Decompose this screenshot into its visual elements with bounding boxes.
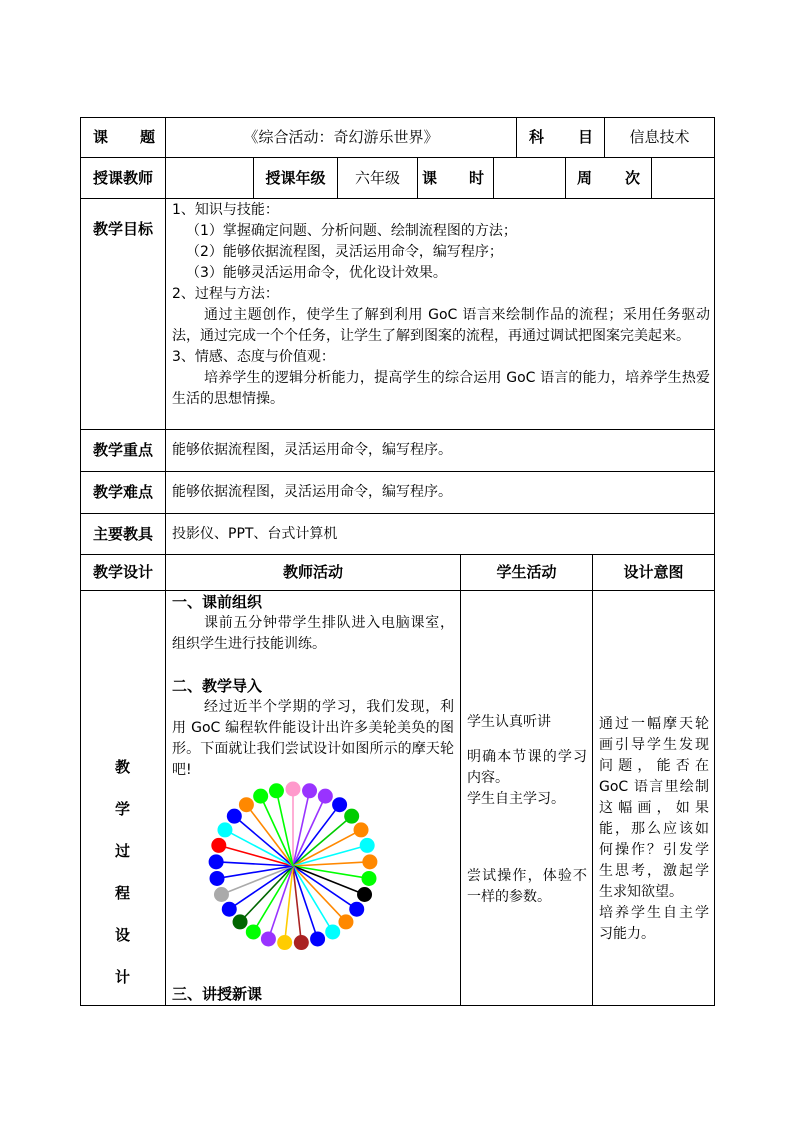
table-border-bottom bbox=[80, 1005, 715, 1006]
period-label-char: 课 bbox=[422, 168, 438, 187]
intent-line: 培养学生自主学习能力。 bbox=[599, 905, 709, 942]
ferris-cabin bbox=[277, 935, 292, 950]
ferris-cabin bbox=[210, 871, 225, 886]
objective-line: （2）能够依据流程图，灵活运用命令，编写程序； bbox=[186, 244, 503, 260]
ferris-cabin bbox=[286, 782, 301, 797]
objective-line: 1、知识与技能： bbox=[172, 202, 279, 218]
section-title: 二、教学导入 bbox=[172, 677, 263, 695]
teacher-value bbox=[166, 158, 253, 198]
ferris-cabin bbox=[344, 809, 359, 824]
section-title: 一、课前组织 bbox=[172, 593, 263, 611]
ferris-cabin bbox=[261, 931, 276, 946]
ferris-cabin bbox=[325, 924, 340, 939]
process-label-char: 程 bbox=[114, 884, 130, 902]
col-divider bbox=[592, 554, 593, 1006]
objective-line: 培养学生的逻辑分析能力，提高学生的综合运用 GoC 语言的能力，培养学生热爱生活的思想情操。 bbox=[172, 370, 710, 407]
grade-value: 六年级 bbox=[354, 168, 400, 187]
topic-label-char: 题 bbox=[139, 127, 155, 146]
process-label-char: 过 bbox=[114, 842, 130, 860]
col-divider bbox=[417, 157, 418, 199]
student-activity bbox=[467, 712, 587, 908]
ferris-cabin bbox=[222, 902, 237, 917]
week-label bbox=[577, 158, 640, 198]
process-label-char: 学 bbox=[114, 800, 130, 818]
ferris-wheel-image bbox=[200, 780, 390, 960]
subject-label bbox=[529, 117, 593, 157]
period-value bbox=[494, 158, 565, 198]
week-label-char: 次 bbox=[624, 168, 640, 187]
ferris-spoke bbox=[225, 830, 293, 866]
spacer bbox=[467, 733, 587, 747]
grade-label: 授课年级 bbox=[265, 168, 326, 187]
topic-value: 《综合活动：奇幻游乐世界》 bbox=[243, 127, 439, 146]
ferris-cabin bbox=[332, 797, 347, 812]
section-text: 经过近半个学期的学习，我们发现，利用 GoC 编程软件能设计出许多美轮美奂的图形。下面就让我们尝试设计如图所示的摩天轮吧! bbox=[172, 699, 454, 778]
section-title: 三、讲授新课 bbox=[172, 985, 263, 1003]
ferris-spoke bbox=[293, 830, 361, 866]
ferris-cabin bbox=[217, 822, 232, 837]
objective-line: （3）能够灵活运用命令，优化设计效果。 bbox=[186, 265, 447, 281]
design-header-col4: 设计意图 bbox=[623, 563, 684, 581]
ferris-cabin bbox=[338, 914, 353, 929]
objective-line: 通过主题创作，使学生了解到利用 GoC 语言来绘制作品的流程；采用任务驱动法，通过完成一个个任务，让学生了解到图案的流程，再通过调试把图案完美起来。 bbox=[172, 307, 710, 344]
design-header-col3: 学生活动 bbox=[496, 563, 557, 581]
teacher-label: 授课教师 bbox=[92, 168, 153, 187]
topic-label bbox=[93, 117, 155, 157]
col-divider bbox=[565, 157, 566, 199]
row-divider bbox=[80, 198, 715, 199]
week-label-char: 周 bbox=[577, 168, 593, 187]
student-line: 学生认真听讲 bbox=[467, 714, 551, 730]
tools-value: 投影仪、PPT、台式计算机 bbox=[172, 525, 338, 542]
student-line: 尝试操作，体验不一样的参数。 bbox=[467, 868, 587, 905]
period-label-char: 时 bbox=[468, 168, 484, 187]
tools-label: 主要教具 bbox=[92, 524, 153, 543]
process-label-char: 设 bbox=[114, 926, 130, 944]
subject-value: 信息技术 bbox=[629, 127, 690, 146]
spacer bbox=[172, 655, 454, 676]
col-divider bbox=[460, 554, 461, 1006]
objective-line: 3、情感、态度与价值观： bbox=[172, 349, 335, 365]
ferris-cabin bbox=[357, 887, 372, 902]
objective-line: （1）掌握确定问题、分析问题、绘制流程图的方法； bbox=[186, 223, 517, 239]
ferris-spoke bbox=[293, 866, 346, 922]
ferris-cabin bbox=[227, 809, 242, 824]
spacer bbox=[467, 810, 587, 866]
process-label-char: 教 bbox=[114, 758, 130, 776]
ferris-cabin bbox=[360, 838, 375, 853]
ferris-cabin bbox=[253, 789, 268, 804]
process-label-char: 计 bbox=[114, 968, 130, 986]
row-divider bbox=[80, 590, 715, 591]
objective-line: 2、过程与方法： bbox=[172, 286, 279, 302]
ferris-spoke bbox=[240, 866, 293, 922]
topic-label-char: 课 bbox=[93, 127, 109, 146]
col-divider bbox=[516, 117, 517, 158]
ferris-cabin bbox=[302, 783, 317, 798]
table-border-right bbox=[714, 117, 715, 1006]
subject-label-char: 目 bbox=[577, 127, 593, 146]
difficulty-label: 教学难点 bbox=[92, 483, 153, 501]
ferris-cabin bbox=[246, 924, 261, 939]
ferris-cabin bbox=[310, 931, 325, 946]
ferris-cabin bbox=[269, 783, 284, 798]
ferris-cabin bbox=[209, 854, 224, 869]
objectives-label: 教学目标 bbox=[92, 219, 153, 238]
ferris-cabin bbox=[349, 902, 364, 917]
ferris-cabin bbox=[354, 822, 369, 837]
section-text: 课前五分钟带学生排队进入电脑课室，组织学生进行技能训练。 bbox=[172, 615, 454, 652]
ferris-spoke bbox=[217, 866, 293, 878]
subject-label-char: 科 bbox=[529, 127, 545, 146]
key-point-value: 能够依据流程图，灵活运用命令，编写程序。 bbox=[172, 442, 452, 458]
objectives-content bbox=[172, 200, 710, 410]
ferris-cabin bbox=[318, 789, 333, 804]
design-intent bbox=[599, 714, 709, 945]
design-header-col2: 教师活动 bbox=[282, 563, 343, 581]
week-value bbox=[652, 158, 714, 198]
difficulty-value: 能够依据流程图，灵活运用命令，编写程序。 bbox=[172, 484, 452, 500]
ferris-cabin bbox=[214, 887, 229, 902]
period-label bbox=[422, 158, 484, 198]
ferris-cabin bbox=[361, 871, 376, 886]
ferris-cabin bbox=[239, 797, 254, 812]
ferris-cabin bbox=[211, 838, 226, 853]
ferris-spoke bbox=[293, 866, 369, 878]
intent-line: 通过一幅摩天轮画引导学生发现问题，能否在 GoC 语言里绘制这幅画，如果能，那么应该如何操作？引发学生思考，激起学生求知欲望。 bbox=[599, 716, 709, 900]
student-line: 学生自主学习。 bbox=[467, 791, 565, 807]
design-header-col1: 教学设计 bbox=[92, 563, 153, 581]
teacher-activity bbox=[172, 592, 454, 781]
ferris-cabin bbox=[362, 854, 377, 869]
ferris-cabin bbox=[294, 935, 309, 950]
key-point-label: 教学重点 bbox=[92, 441, 153, 459]
student-line: 明确本节课的学习内容。 bbox=[467, 749, 587, 786]
ferris-cabin bbox=[233, 914, 248, 929]
